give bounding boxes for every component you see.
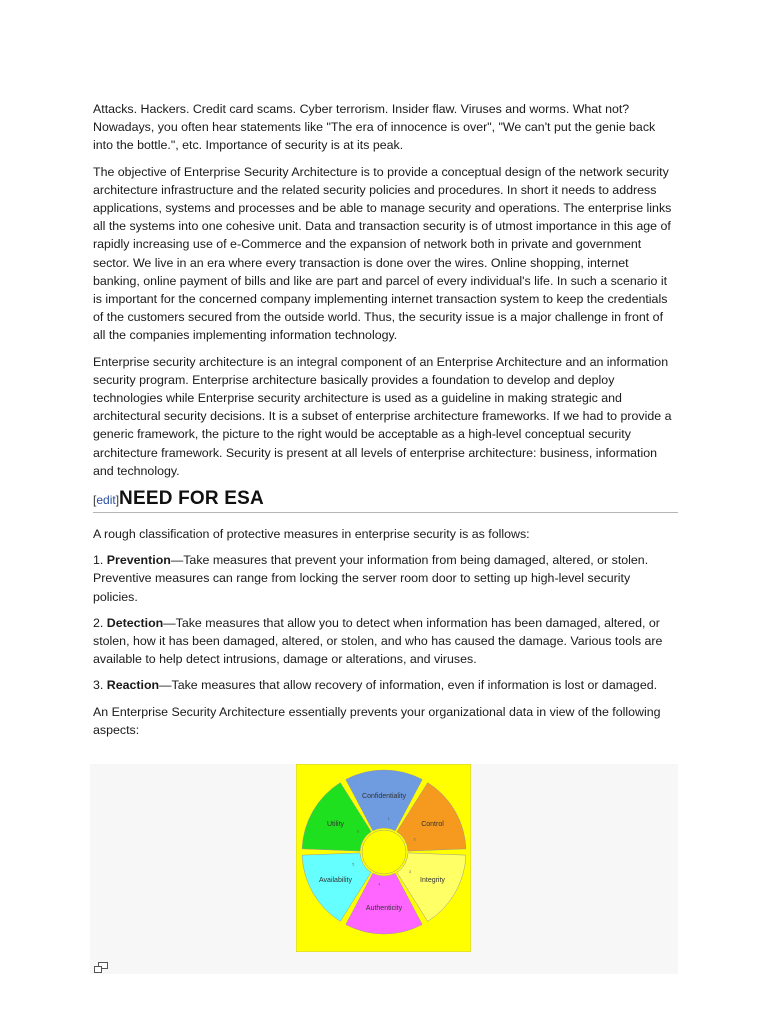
objective-paragraph: The objective of Enterprise Security Architecture is to provide a conceptual design of the network security architecture infrastructure and the related security policies and procedures. In short it needs to address applications, systems and processes and be able to manage security and operations. The enterprise links all the systems into one cohesive unit. Data and transaction security is of utmost importance in this age of rapidly increasing use of e-Commerce and the expansion of network both in private and government sector. We live in an era where every transaction is done over the wires. Online shopping, internet banking, online payment of bills and like are part and parcel of every individual's life. In such a scenario it is important for the concerned company implementing internet transaction system to keep the credentials of the customers secured from the outside world. Thus, the security issue is a major challenge in front of all the companies implementing information technology. [93,164,672,343]
intro-paragraph: Attacks. Hackers. Credit card scams. Cyber terrorism. Insider flaw. Viruses and worms. What not? Nowadays, you often hear statements like "The era of innocence is over", "We can't put the genie back into the bottle.", etc. Importance of security is at its peak. [93,102,656,153]
diagram-number-3: 3 [409,870,411,875]
section-title: NEED FOR ESA [119,488,264,510]
diagram-label-utility: Utility [326,820,345,828]
security-aspects-diagram[interactable] [296,764,471,952]
diagram-label-authenticity: Authenticity [365,904,403,912]
figure-thumbnail [90,764,678,974]
diagram-number-5: 5 [352,862,355,867]
diagram-number-1: 1 [387,817,390,822]
section-heading [93,488,678,513]
measure-term: Prevention [106,553,171,568]
edit-section-link-wrapper: [edit] [93,493,120,508]
classification-intro: A rough classification of protective measures in enterprise security is as follows: [93,527,530,542]
aspects-intro: An Enterprise Security Architecture essentially prevents your organizational data in view of the following aspects: [93,704,661,737]
diagram-label-integrity: Integrity [420,876,445,884]
measure-item-detection: 2. Detection—Take measures that allow you to detect when information has been damaged, altered, or stolen, how it has been damaged, altered, or stolen, and who has caused the damage. Various tools are available to help detect intrusions, damage or alterations, and viruses. [93,615,663,667]
diagram-number-6: 6 [357,829,359,834]
article-body [93,100,678,747]
diagram-label-confidentiality: Confidentiality [362,792,406,800]
diagram-label-availability: Availability [319,876,352,884]
diagram-center-circle [362,830,406,874]
edit-section-link[interactable]: edit [96,493,116,508]
diagram-number-2: 2 [413,837,416,842]
magnify-enlarge-icon[interactable] [94,960,108,978]
diagram-number-4: 4 [378,882,381,887]
measure-term: Detection [106,615,164,630]
integral-paragraph: Enterprise security architecture is an integral component of an Enterprise Architecture and an information security program. Enterprise architecture basically provides a foundation to develop and deploy technologies while Enterprise security architecture is used as a guideline in making strategic and architectural security decisions. It is a subset of enterprise architecture frameworks. If we had to provide a generic framework, the picture to the right would be acceptable as a high-level conceptual security architecture framework. Security is present at all levels of enterprise architecture: business, information and technology. [93,354,672,478]
measure-term: Reaction [106,678,160,693]
measure-item-reaction: 3. Reaction—Take measures that allow recovery of information, even if information is lost or damaged. [93,678,658,693]
measure-item-prevention: 1. Prevention—Take measures that prevent your information from being damaged, altered, or stolen. Preventive measures can range from locking the server room door to setting up high-level security policies. [93,553,649,604]
diagram-label-control: Control [421,820,444,828]
